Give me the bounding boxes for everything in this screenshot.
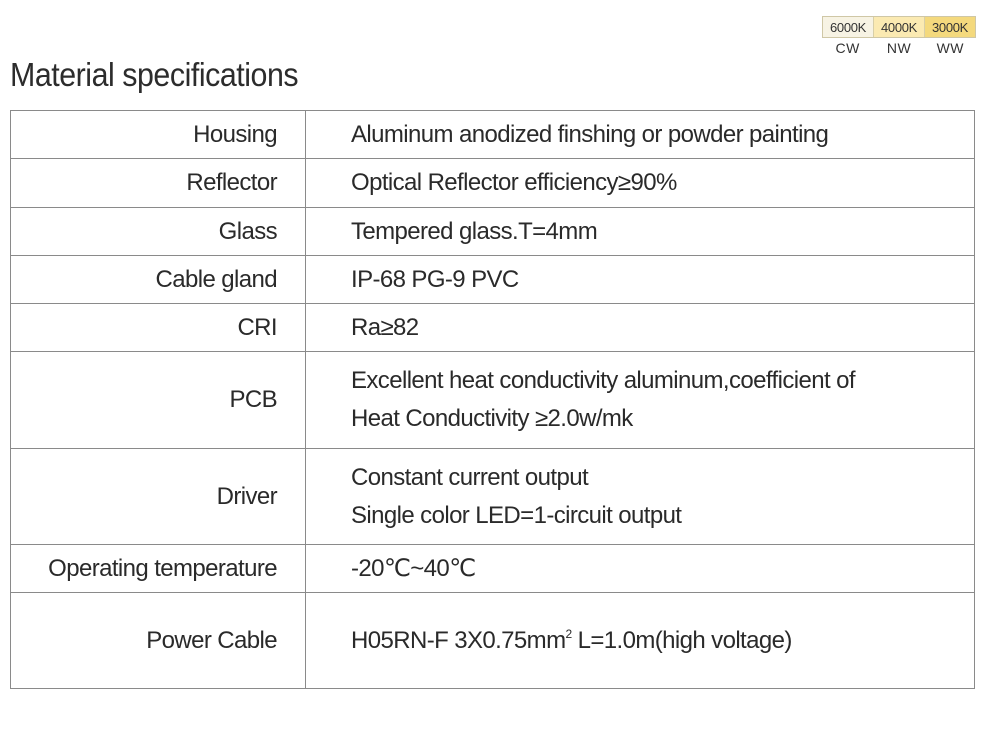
cct-code-ww: WW — [936, 40, 965, 56]
cct-code-nw: NW — [886, 40, 912, 56]
material-specifications-table — [10, 110, 975, 689]
spec-row-driver — [11, 449, 975, 545]
cct-code-cw: CW — [835, 40, 860, 56]
spec-row-pcb — [11, 352, 975, 449]
spec-row-reflector — [11, 159, 975, 208]
spec-label: Power Cable — [11, 593, 306, 689]
spec-value-line: -20℃~40℃ — [351, 555, 476, 582]
power-cable-spec-text: H05RN-F 3X0.75mm — [351, 626, 566, 654]
spec-value-line: Single color LED=1-circuit output — [351, 501, 682, 529]
spec-label: PCB — [11, 352, 306, 449]
cct-swatch-6000k: 6000K — [823, 17, 874, 37]
page-title: Material specifications — [10, 56, 299, 93]
spec-row-cri — [11, 304, 975, 352]
spec-row-power-cable — [11, 593, 975, 689]
spec-value — [306, 111, 975, 159]
spec-label: CRI — [11, 304, 306, 352]
cct-swatch-row — [822, 16, 976, 38]
spec-value-line: Optical Reflector efficiency≥90% — [351, 169, 677, 196]
spec-label: Driver — [11, 449, 306, 545]
spec-value — [306, 256, 975, 304]
spec-row-cable-gland — [11, 256, 975, 304]
cct-swatch-4000k: 4000K — [874, 17, 925, 37]
spec-label: Housing — [11, 111, 306, 159]
spec-value-line: Aluminum anodized finshing or powder painting — [351, 120, 829, 148]
spec-value-line: Ra≥82 — [351, 313, 419, 341]
spec-value — [306, 304, 975, 352]
spec-value-line: Excellent heat conductivity aluminum,coefficient of — [351, 367, 855, 394]
cct-swatch-3000k: 3000K — [925, 17, 975, 37]
spec-value-line: Constant current output — [351, 463, 589, 491]
power-cable-spec-length: L=1.0m(high voltage) — [571, 626, 792, 654]
spec-row-housing — [11, 111, 975, 159]
spec-label: Cable gland — [11, 256, 306, 304]
spec-value-line: IP-68 PG-9 PVC — [351, 265, 519, 293]
spec-label: Glass — [11, 208, 306, 256]
spec-value — [306, 593, 975, 689]
spec-value-line — [351, 627, 974, 655]
spec-value — [306, 449, 975, 545]
spec-value — [306, 545, 975, 593]
spec-label: Reflector — [11, 159, 306, 208]
spec-label: Operating temperature — [11, 545, 306, 593]
color-temperature-legend — [822, 16, 976, 56]
spec-value — [306, 159, 975, 208]
spec-value-line: Heat Conductivity ≥2.0w/mk — [351, 405, 633, 432]
spec-value-line: Tempered glass.T=4mm — [351, 217, 598, 245]
spec-row-operating-temperature — [11, 545, 975, 593]
spec-value — [306, 352, 975, 449]
superscript-two: 2 — [565, 626, 572, 641]
spec-value — [306, 208, 975, 256]
cct-code-row — [822, 40, 976, 56]
spec-row-glass — [11, 208, 975, 256]
